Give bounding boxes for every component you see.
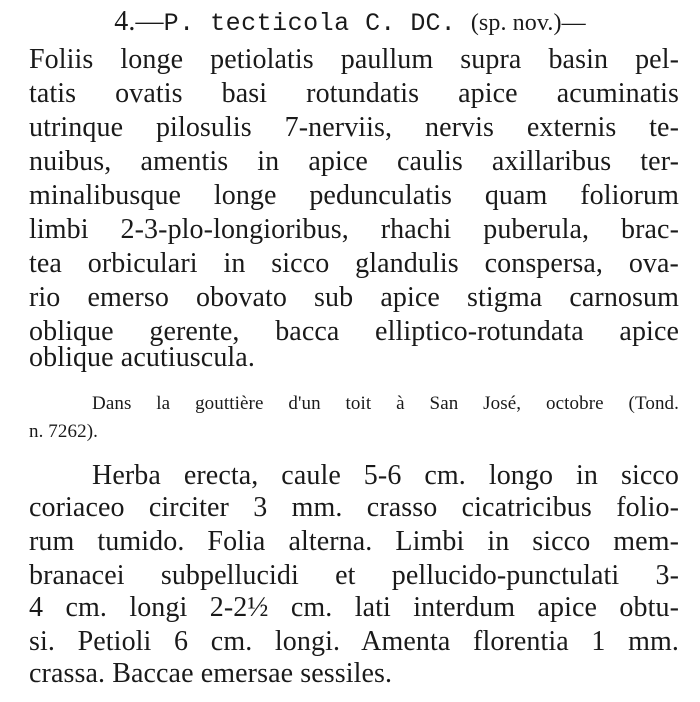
notes-line: 4 cm. longi 2-2½ cm. lati interdum apice obtu- xyxy=(29,592,679,623)
species-heading xyxy=(0,6,700,40)
locality-line: Dans la gouttière d'un toit à San José, octobre (Tond. xyxy=(92,393,679,414)
description-line: minalibusque longe pedunculatis quam foliorum xyxy=(29,180,679,211)
notes-line: si. Petioli 6 cm. longi. Amenta florentia 1 mm. xyxy=(29,626,679,657)
description-line: oblique acutiuscula. xyxy=(29,342,255,373)
notes-line: branacei subpellucidi et pellucido-punctulati 3- xyxy=(29,560,679,591)
notes-line: Herba erecta, caule 5-6 cm. longo in sicco xyxy=(92,460,679,491)
description-line: limbi 2-3-plo-longioribus, rhachi puberula, brac- xyxy=(29,214,679,245)
species-name: P. tecticola xyxy=(163,9,366,38)
description-line: oblique gerente, bacca elliptico-rotundata apice xyxy=(29,316,679,347)
description-line: Foliis longe petiolatis paullum supra basin pel- xyxy=(29,44,679,75)
description-line: tea orbiculari in sicco glandulis conspersa, ova- xyxy=(29,248,679,279)
species-status: (sp. nov.)— xyxy=(470,10,586,36)
description-line: utrinque pilosulis 7-nerviis, nervis externis te- xyxy=(29,112,679,143)
description-line: nuibus, amentis in apice caulis axillaribus ter- xyxy=(29,146,679,177)
notes-line: rum tumido. Folia alterna. Limbi in sicco mem- xyxy=(29,526,679,557)
description-line: tatis ovatis basi rotundatis apice acuminatis xyxy=(29,78,679,109)
description-line: rio emerso obovato sub apice stigma carnosum xyxy=(29,282,679,313)
heading-number: 4.— xyxy=(114,6,164,37)
species-authority: C. DC. xyxy=(365,9,471,38)
notes-line: crassa. Baccae emersae sessiles. xyxy=(29,658,393,689)
notes-line: coriaceo circiter 3 mm. crasso cicatricibus folio- xyxy=(29,492,679,523)
locality-line: n. 7262). xyxy=(29,421,98,442)
